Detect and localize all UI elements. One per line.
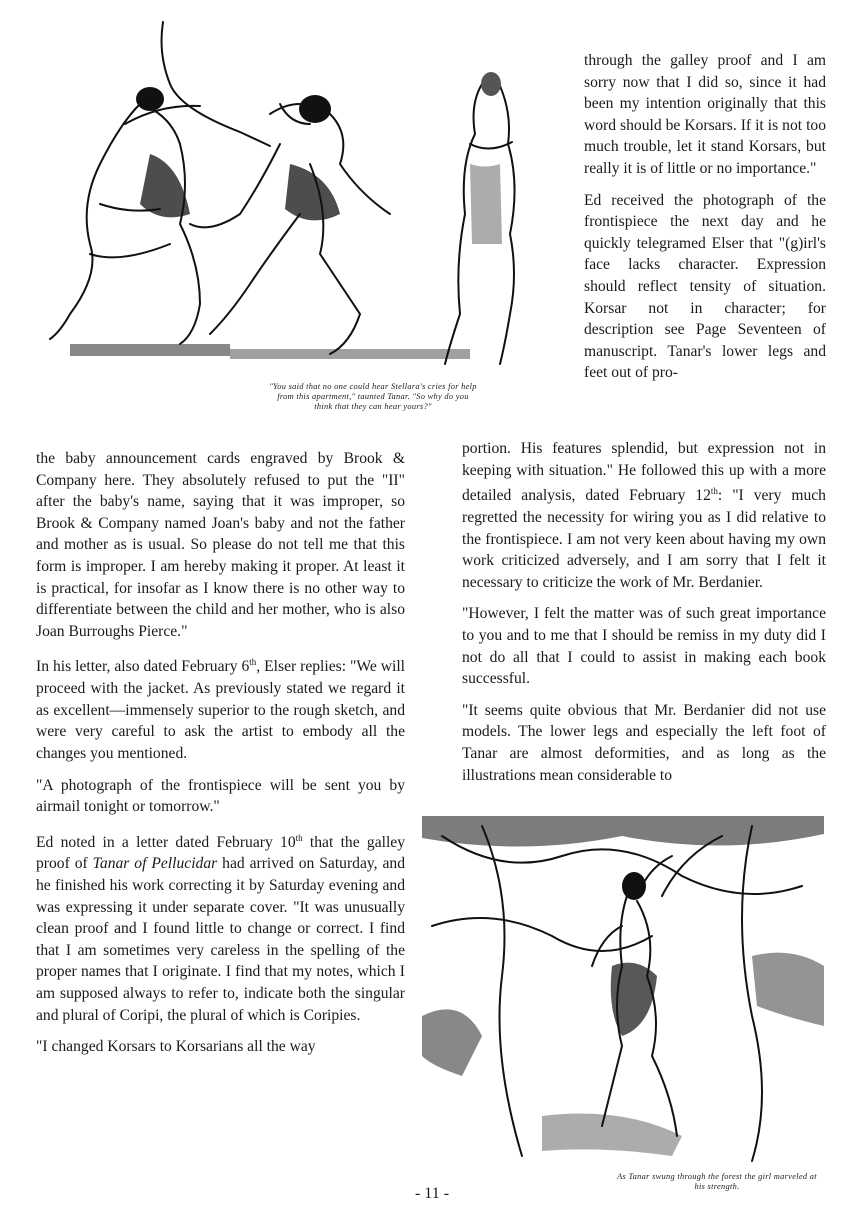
paragraph: the baby announcement cards engraved by Brook & Company here. They absolutely refused to put the "II" after the baby's name, saying that it was improper, so Brook & Company named Joan's baby and not the father and mother as is usual. So please do not tell me that this form is improper. I am hereby making it proper. At least it is practical, for insofar as I know there is no other way to differentiate between the child and her mother, who is also Joan Burroughs Pierce." xyxy=(36,450,405,640)
superscript: th xyxy=(249,657,257,668)
left-column-text xyxy=(36,448,405,1058)
paragraph: "A photograph of the frontispiece will be sent you by airmail tonight or tomorrow." xyxy=(36,776,405,816)
text-run: had arrived on Saturday, and he finished his work correcting it by Saturday evening and was expressing it under separate cover. "It was unusually clean proof and I found little to change or correct. I find that I am sometimes very careless in the spelling of the proper names that I originate. I find that my notes, which I am supposed always to refer to, indicate both the singular and plural of Coripi, the plural of which is Coripies. xyxy=(36,855,405,1024)
illustration-sword-fight xyxy=(30,14,540,376)
paragraph: Ed received the photograph of the frontispiece the next day and he quickly telegramed Elser that "(g)irl's face lacks character. Expression should reflect tensity of situation. Korsar not in character; for description see Page Seventeen of manuscript. Tanar's lower legs and feet out of pro- xyxy=(584,191,826,382)
right-column-upper-text xyxy=(584,50,826,384)
text-run: , Elser replies: "We will proceed with the jacket. As previously stated we regard it as excellent—immensely superior to the rough sketch, and were very careful to ask the artist to embody all the changes you mentioned. xyxy=(36,658,405,762)
paragraph: "However, I felt the matter was of such great importance to you and to me that I should be remiss in my duty did I not do all that I could to assist in making each book successful. xyxy=(462,605,826,688)
top-illustration-caption: "You said that no one could hear Stellara's cries for help from this apartment," taunted Tanar. "So why do you think that they can hear yours?" xyxy=(269,382,477,411)
sword-fight-drawing xyxy=(30,14,540,376)
text-run: portion. His features splendid, but expression not in keeping with situation." He followed this up with a more detailed analysis, dated February 12 xyxy=(462,440,826,505)
paragraph xyxy=(462,438,826,593)
bottom-illustration-caption: As Tanar swung through the forest the girl marveled at his strength. xyxy=(617,1172,817,1191)
text-run: that the galley proof of xyxy=(36,833,405,873)
forest-drawing xyxy=(422,816,824,1166)
illustration-forest xyxy=(422,816,824,1166)
text-run: In his letter, also dated February 6 xyxy=(36,658,250,676)
paragraph xyxy=(36,652,405,764)
right-column-middle-text xyxy=(462,438,826,786)
page-number: - 11 - xyxy=(414,1185,450,1202)
text-run: Ed noted in a letter dated February 10 xyxy=(36,833,296,851)
paragraph: "It seems quite obvious that Mr. Berdanier did not use models. The lower legs and especially the left foot of Tanar are almost deformities, and as long as the illustrations mean considerable to xyxy=(462,701,826,784)
paragraph xyxy=(36,828,405,1027)
superscript: th xyxy=(710,486,718,497)
book-title: Tanar of Pellucidar xyxy=(92,855,218,873)
text-run: : "I very much regretted the necessity for wiring you as I did relative to the frontispiece. I am not very keen about having my own work criticized adversely, and I am sorry that I felt it necessary to criticize the work of Mr. Berdanier. xyxy=(462,487,826,591)
paragraph: "I changed Korsars to Korsarians all the way xyxy=(36,1038,316,1056)
superscript: th xyxy=(295,832,303,843)
paragraph: through the galley proof and I am sorry now that I did so, since it had been my intention originally that this word should be Korsars. If it is not too much trouble, let it stand Korsars, but really it is of little or no importance." xyxy=(584,52,826,177)
